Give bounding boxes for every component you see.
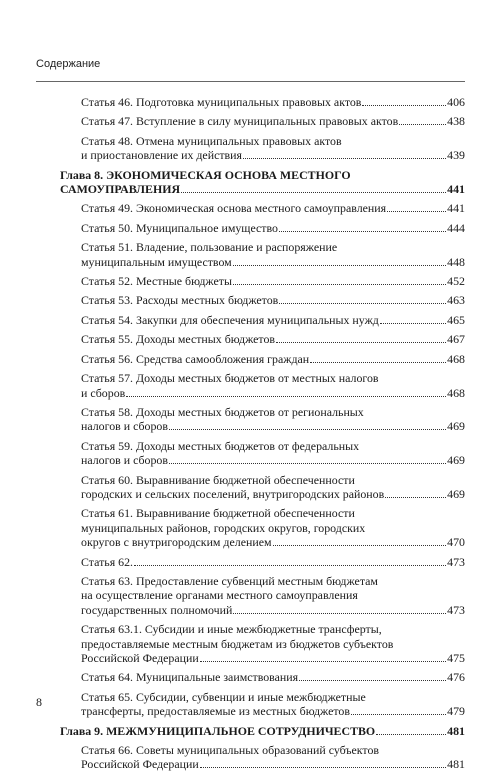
toc-entry-text: Статья 51. Владение, пользование и распоряжение	[81, 240, 338, 255]
dot-leader	[276, 341, 446, 343]
toc-entry-text: Статья 54. Закупки для обеспечения муниципальных нужд	[81, 312, 379, 327]
toc-entry-line	[81, 439, 465, 453]
toc-page-number: 481	[447, 757, 465, 772]
dot-leader	[362, 104, 446, 106]
toc-article-entry	[60, 221, 465, 235]
toc-entry-line	[81, 419, 465, 433]
dot-leader	[380, 322, 446, 324]
header-rule	[36, 81, 465, 82]
toc-entry-line	[81, 453, 465, 467]
dot-leader	[169, 428, 446, 430]
toc-entry-text: САМОУПРАВЛЕНИЯ	[60, 182, 181, 197]
toc-page-number: 463	[447, 293, 465, 308]
toc-entry-text: Статья 63. Предоставление субвенций местным бюджетам	[81, 573, 378, 588]
toc-entry-text: Статья 63.1. Субсидии и иные межбюджетные трансферты,	[81, 622, 382, 637]
toc-entry-line	[81, 704, 465, 718]
toc-entry-line	[81, 221, 465, 235]
toc-page-number: 439	[447, 148, 465, 163]
dot-leader	[351, 713, 446, 715]
toc-entry-text: налогов и сборов	[81, 419, 168, 434]
toc-entry-text: Статья 46. Подготовка муниципальных правовых актов	[81, 95, 362, 109]
page-number: 8	[36, 695, 42, 709]
toc-entry-line	[81, 114, 465, 128]
toc-article-entry	[60, 134, 465, 163]
toc-article-entry	[60, 95, 465, 109]
toc-entry-text: Глава 8. ЭКОНОМИЧЕСКАЯ ОСНОВА МЕСТНОГО	[60, 167, 351, 182]
dot-leader	[279, 302, 446, 304]
toc-entry-text: на осуществление органами местного самоуправления	[81, 588, 358, 603]
toc-entry-line	[81, 274, 465, 288]
toc-page-number: 468	[447, 385, 465, 400]
dot-leader	[200, 660, 446, 662]
dot-leader	[399, 123, 446, 125]
toc-entry-line	[60, 168, 465, 182]
toc-entry-line	[81, 240, 465, 254]
dot-leader	[134, 564, 446, 566]
toc-article-entry	[60, 405, 465, 434]
toc-entry-text: Статья 60. Выравнивание бюджетной обеспеченности	[81, 472, 355, 487]
toc-article-entry	[60, 352, 465, 366]
toc-entry-line	[81, 743, 465, 757]
dot-leader	[310, 361, 446, 363]
toc-chapter-entry	[60, 168, 465, 197]
toc-entry-text: Статья 52. Местные бюджеты	[81, 274, 232, 289]
toc-page-number: 467	[447, 332, 465, 347]
toc-entry-line	[81, 95, 465, 109]
toc-entry-text: трансферты, предоставляемые из местных бюджетов	[81, 704, 350, 719]
toc-entry-line	[60, 182, 465, 196]
toc-entry-text: Статья 59. Доходы местных бюджетов от федеральных	[81, 438, 360, 453]
toc-entry-line	[81, 487, 465, 501]
toc-article-entry	[60, 439, 465, 468]
toc-article-entry	[60, 313, 465, 327]
toc-article-entry	[60, 240, 465, 269]
toc-article-entry	[60, 201, 465, 215]
toc-article-entry	[60, 114, 465, 128]
toc-page-number: 475	[447, 651, 465, 665]
toc-article-entry	[60, 690, 465, 719]
toc-article-entry	[60, 670, 465, 684]
toc-entry-line	[81, 386, 465, 400]
toc-entry-text: предоставляемые местным бюджетам из бюджетов субъектов	[81, 636, 394, 651]
toc-entry-line	[81, 201, 465, 215]
dot-leader	[279, 230, 446, 232]
toc-entry-text: Российской Федерации	[81, 651, 199, 665]
toc-page-number: 481	[447, 723, 465, 738]
toc-entry-text: Статья 61. Выравнивание бюджетной обеспеченности	[81, 506, 355, 521]
toc-page-number: 444	[447, 220, 465, 235]
toc-entry-text: округов с внутригородским делением	[81, 535, 272, 550]
toc-entry-text: муниципальных районов, городских округов, городских	[81, 520, 366, 535]
toc-page-number: 448	[447, 254, 465, 269]
toc-article-entry	[60, 622, 465, 665]
dot-leader	[233, 283, 446, 285]
toc-page-number: 452	[447, 274, 465, 289]
toc-entry-line	[81, 637, 465, 651]
toc-entry-text: Статья 65. Субсидии, субвенции и иные межбюджетные	[81, 689, 366, 704]
toc-page-number: 441	[447, 201, 465, 216]
toc-entry-text: Статья 66. Советы муниципальных образований субъектов	[81, 743, 380, 758]
toc-entry-text: Статья 64. Муниципальные заимствования	[81, 670, 299, 685]
toc-page-number: 473	[447, 602, 465, 617]
toc-entry-text: Статья 47. Вступление в силу муниципальных правовых актов	[81, 114, 399, 129]
toc-entry-line	[81, 622, 465, 636]
toc-entry-line	[81, 603, 465, 617]
toc-entry-line	[81, 148, 465, 162]
toc-entry-text: и приостановление их действия	[81, 148, 242, 163]
toc-entry-line	[81, 555, 465, 569]
toc-page-number: 441	[447, 182, 465, 197]
toc-entry-line	[81, 506, 465, 520]
toc-page-number: 438	[447, 114, 465, 129]
toc-entry-line	[81, 670, 465, 684]
toc-entry-line	[81, 255, 465, 269]
toc-entry-line	[81, 521, 465, 535]
toc-entry-text: муниципальным имуществом	[81, 254, 232, 269]
toc-entry-text: Статья 56. Средства самообложения граждан	[81, 351, 310, 366]
toc-entry-line	[81, 313, 465, 327]
dot-leader	[387, 210, 446, 212]
toc-article-entry	[60, 506, 465, 549]
toc-article-entry	[60, 473, 465, 502]
dot-leader	[181, 191, 446, 193]
toc-page-number: 479	[447, 704, 465, 719]
toc-entry-line	[81, 371, 465, 385]
dot-leader	[376, 733, 446, 735]
toc-entry-line	[60, 724, 465, 738]
toc-entry-text: Статья 57. Доходы местных бюджетов от местных налогов	[81, 371, 379, 386]
table-of-contents	[60, 95, 465, 777]
toc-entry-line	[81, 405, 465, 419]
toc-article-entry	[60, 555, 465, 569]
toc-article-entry	[60, 574, 465, 617]
toc-entry-line	[81, 134, 465, 148]
toc-page-number: 469	[447, 486, 465, 501]
toc-entry-text: Статья 58. Доходы местных бюджетов от региональных	[81, 404, 364, 419]
dot-leader	[169, 462, 446, 464]
toc-entry-line	[81, 574, 465, 588]
toc-entry-line	[81, 690, 465, 704]
toc-entry-line	[81, 332, 465, 346]
toc-chapter-entry	[60, 724, 465, 738]
toc-entry-text: и сборов	[81, 385, 126, 400]
toc-entry-line	[81, 293, 465, 307]
toc-page-number: 406	[447, 95, 465, 109]
dot-leader	[273, 544, 447, 546]
running-header: Содержание	[36, 58, 101, 70]
dot-leader	[200, 766, 446, 768]
toc-entry-text: Статья 50. Муниципальное имущество	[81, 220, 278, 235]
dot-leader	[385, 496, 446, 498]
toc-entry-line	[81, 352, 465, 366]
toc-entry-line	[81, 588, 465, 602]
toc-page-number: 476	[447, 670, 465, 685]
toc-entry-line	[81, 473, 465, 487]
toc-entry-text: Статья 62.	[81, 554, 134, 569]
toc-page-number: 469	[447, 419, 465, 434]
toc-entry-text: Статья 49. Экономическая основа местного самоуправления	[81, 201, 387, 216]
toc-article-entry	[60, 332, 465, 346]
toc-entry-line	[81, 757, 465, 771]
toc-article-entry	[60, 371, 465, 400]
dot-leader	[233, 612, 446, 614]
dot-leader	[243, 157, 446, 159]
toc-entry-text: городских и сельских поселений, внутригородских районов	[81, 486, 385, 501]
toc-entry-text: налогов и сборов	[81, 453, 168, 468]
toc-entry-text: государственных полномочий	[81, 602, 233, 617]
toc-entry-line	[81, 651, 465, 665]
toc-article-entry	[60, 293, 465, 307]
toc-page-number: 470	[447, 535, 465, 550]
toc-entry-text: Статья 48. Отмена муниципальных правовых актов	[81, 133, 342, 148]
toc-entry-text: Глава 9. МЕЖМУНИЦИПАЛЬНОЕ СОТРУДНИЧЕСТВО	[60, 723, 376, 738]
toc-entry-line	[81, 535, 465, 549]
dot-leader	[233, 264, 446, 266]
toc-page-number: 469	[447, 453, 465, 468]
dot-leader	[299, 679, 446, 681]
toc-page-number: 465	[447, 312, 465, 327]
toc-page-number: 473	[447, 554, 465, 569]
dot-leader	[126, 395, 446, 397]
toc-entry-text: Статья 55. Доходы местных бюджетов	[81, 332, 276, 347]
toc-article-entry	[60, 743, 465, 772]
toc-article-entry	[60, 274, 465, 288]
toc-entry-text: Российской Федерации	[81, 757, 199, 772]
toc-entry-text: Статья 53. Расходы местных бюджетов	[81, 293, 279, 308]
toc-page-number: 468	[447, 351, 465, 366]
